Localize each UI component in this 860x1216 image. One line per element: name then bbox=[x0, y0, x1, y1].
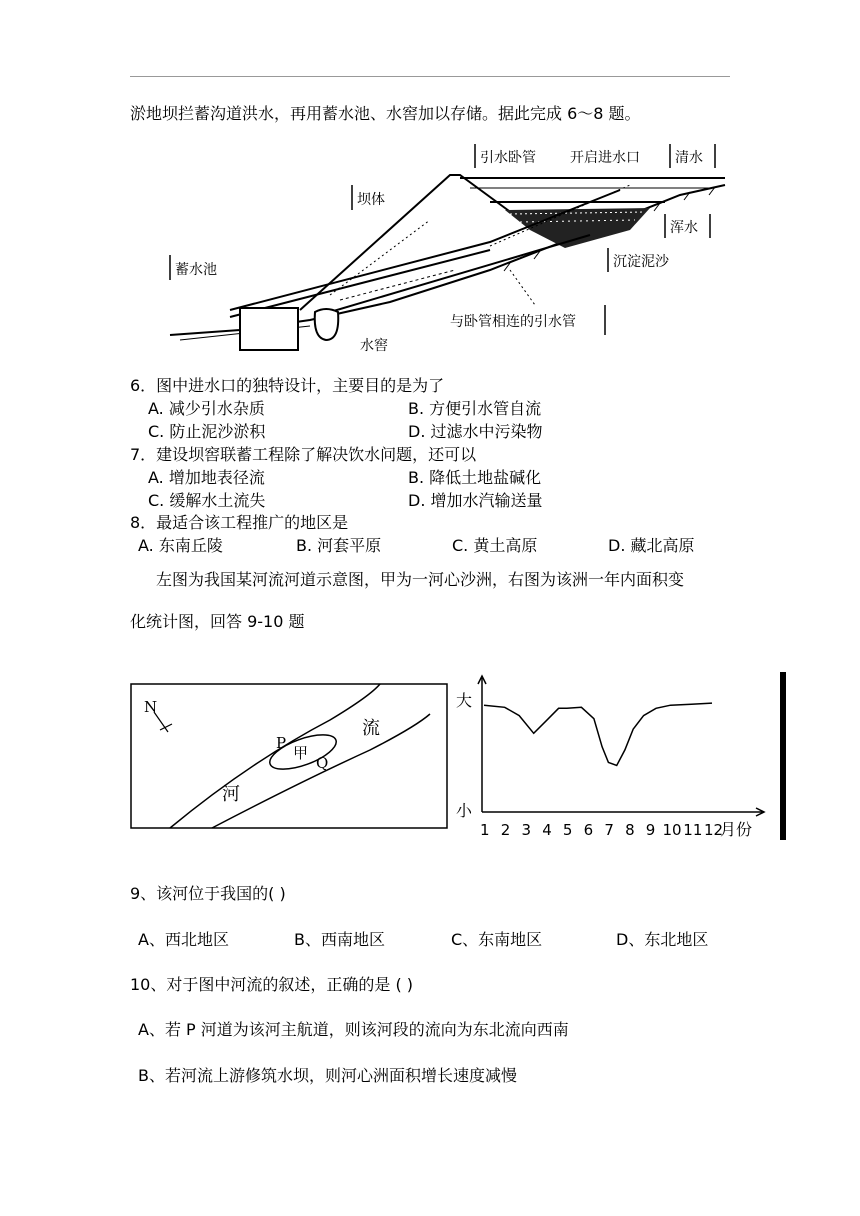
pool-shape bbox=[240, 308, 298, 350]
label-q: Q bbox=[316, 754, 329, 772]
label-clear-water: 清水 bbox=[675, 150, 703, 166]
label-pool: 蓄水池 bbox=[175, 262, 217, 278]
q9-option-d: D、东北地区 bbox=[616, 930, 709, 949]
x-tick-label: 8 bbox=[625, 821, 635, 839]
label-cellar: 水窖 bbox=[360, 338, 388, 354]
q10-option-a: A、若 P 河道为该河主航道，则该河段的流向为东北流向西南 bbox=[138, 1020, 569, 1039]
q8-option-c: C. 黄土高原 bbox=[452, 536, 538, 555]
dam-cellar-diagram bbox=[160, 130, 740, 360]
label-p: P bbox=[276, 734, 287, 752]
label-sediment: 沉淀泥沙 bbox=[613, 254, 669, 270]
q6-stem: 6．图中进水口的独特设计，主要目的是为了 bbox=[130, 376, 445, 395]
river-char-liu: 流 bbox=[362, 718, 380, 739]
island-label: 甲 bbox=[293, 744, 309, 762]
x-tick-label: 6 bbox=[583, 821, 594, 839]
x-tick-label: 7 bbox=[604, 821, 614, 839]
q10-stem: 10、对于图中河流的叙述，正确的是 ( ) bbox=[130, 975, 414, 994]
q7-option-b: B. 降低土地盐碱化 bbox=[408, 468, 542, 487]
x-tick-label: 4 bbox=[542, 821, 552, 839]
q9-option-c: C、东南地区 bbox=[451, 930, 543, 949]
cellar-shape bbox=[315, 309, 339, 340]
x-tick-label: 11 bbox=[683, 821, 703, 839]
river-channel-map bbox=[130, 672, 450, 832]
label-dam: 坝体 bbox=[357, 192, 385, 208]
area-series-line bbox=[484, 703, 712, 765]
page-edge-bar bbox=[780, 672, 786, 840]
x-tick-label: 9 bbox=[645, 821, 656, 839]
passage2-line2: 化统计图，回答 9-10 题 bbox=[130, 612, 305, 631]
label-inlet: 开启进水口 bbox=[570, 150, 640, 166]
q6-option-c: C. 防止泥沙淤积 bbox=[148, 422, 266, 441]
q9-option-b: B、西南地区 bbox=[294, 930, 385, 949]
label-connected-pipe: 与卧管相连的引水管 bbox=[450, 314, 576, 330]
x-tick-label: 3 bbox=[521, 821, 532, 839]
q9-option-a: A、西北地区 bbox=[138, 930, 229, 949]
intro-line: 淤地坝拦蓄沟道洪水，再用蓄水池、水窖加以存储。据此完成 6～8 题。 bbox=[130, 104, 641, 123]
passage2-line1: 左图为我国某河流河道示意图，甲为一河心沙洲，右图为该洲一年内面积变 bbox=[156, 570, 685, 589]
q7-option-d: D. 增加水汽输送量 bbox=[408, 491, 543, 510]
x-tick-label: 5 bbox=[562, 821, 573, 839]
x-unit-label: 月份 bbox=[720, 820, 753, 839]
q8-option-a: A. 东南丘陵 bbox=[138, 536, 223, 555]
y-label-bottom: 小 bbox=[456, 801, 473, 820]
x-tick-label: 12 bbox=[704, 821, 724, 839]
header-rule bbox=[130, 76, 730, 77]
q8-option-b: B. 河套平原 bbox=[296, 536, 382, 555]
y-label-top: 大 bbox=[456, 691, 473, 710]
label-muddy-water: 浑水 bbox=[670, 220, 698, 236]
q8-option-d: D. 藏北高原 bbox=[608, 536, 695, 555]
q8-stem: 8．最适合该工程推广的地区是 bbox=[130, 513, 349, 532]
river-char-he: 河 bbox=[222, 784, 240, 805]
label-pipe: 引水卧管 bbox=[480, 150, 536, 166]
q7-option-a: A. 增加地表径流 bbox=[148, 468, 265, 487]
q7-option-c: C. 缓解水土流失 bbox=[148, 491, 266, 510]
north-label: N bbox=[144, 698, 158, 716]
x-tick-label: 10 bbox=[662, 821, 682, 839]
q7-stem: 7．建设坝窖联蓄工程除了解决饮水问题，还可以 bbox=[130, 445, 477, 464]
q6-option-a: A. 减少引水杂质 bbox=[148, 399, 265, 418]
island-area-chart bbox=[450, 672, 786, 844]
q9-stem: 9、该河位于我国的( ) bbox=[130, 884, 286, 903]
x-tick-label: 2 bbox=[500, 821, 511, 839]
q6-option-b: B. 方便引水管自流 bbox=[408, 399, 542, 418]
x-tick-label: 1 bbox=[480, 821, 490, 839]
q6-option-d: D. 过滤水中污染物 bbox=[408, 422, 543, 441]
q10-option-b: B、若河流上游修筑水坝，则河心洲面积增长速度减慢 bbox=[138, 1066, 517, 1085]
